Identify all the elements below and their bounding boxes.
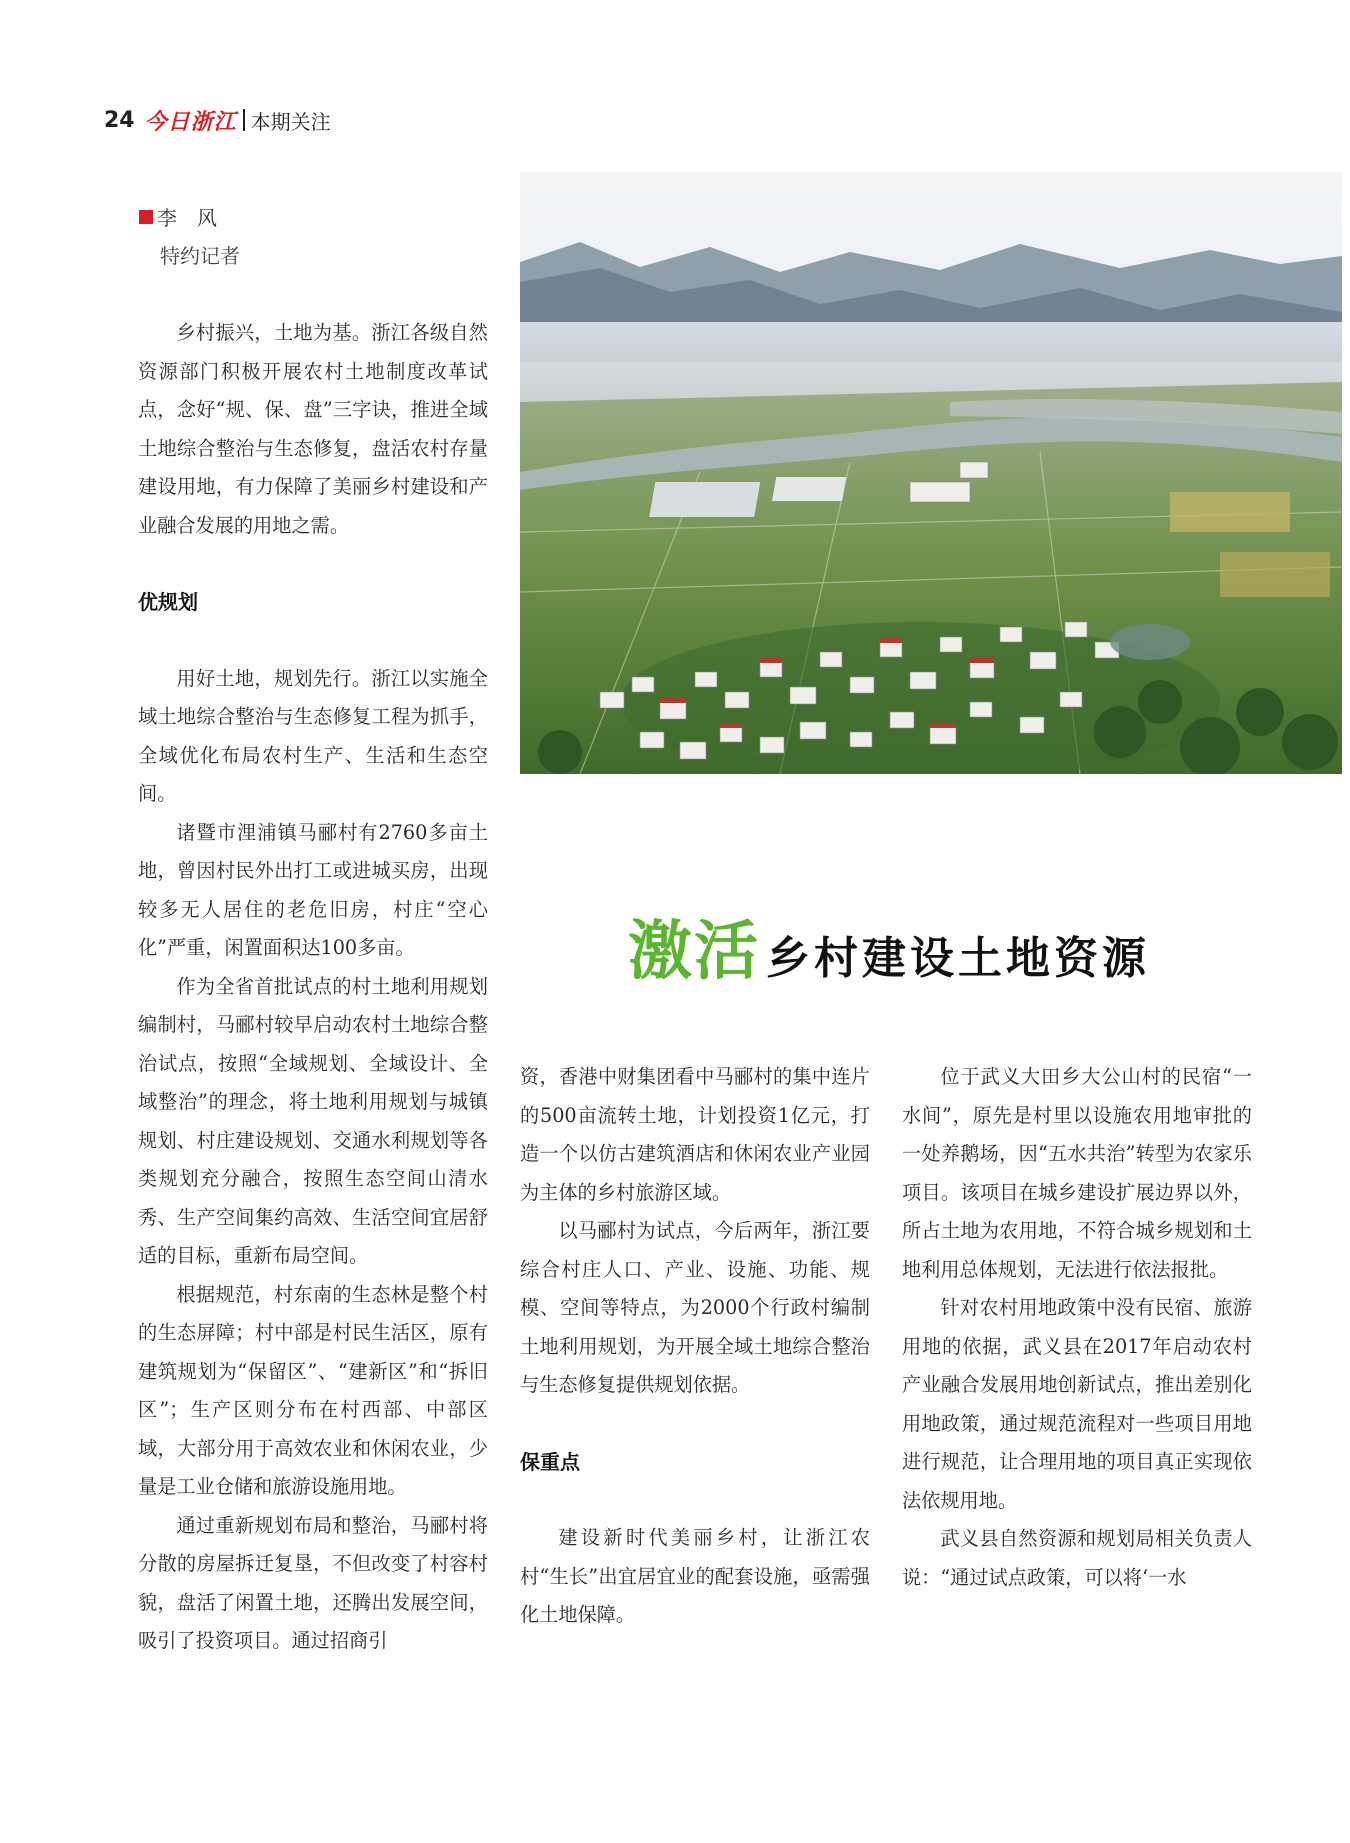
- author-role: 特约记者: [160, 244, 240, 268]
- paragraph: 根据规范，村东南的生态林是整个村的生态屏障；村中部是村民生活区，原有建筑规划为“保留区”、“建新区”和“拆旧区”；生产区则分布在村西部、中部区域，大部分用于高效农业和休闲农业，少量是工业仓储和旅游设施用地。: [138, 1282, 488, 1498]
- title-main: 乡村建设土地资源: [766, 933, 1150, 984]
- paragraph: 以马郦村为试点，今后两年，浙江要综合村庄人口、产业、设施、功能、规模、空间等特点，为2000个行政村编制土地利用规划，为开展全域土地综合整治与生态修复提供规划依据。: [520, 1219, 870, 1396]
- section-heading-priority: 保重点: [520, 1449, 580, 1474]
- header-divider: [243, 109, 245, 131]
- column-3: [902, 1058, 1252, 1597]
- paragraph: 位于武义大田乡大公山村的民宿“一水间”，原先是村里以设施农用地审批的一处养鹅场，因“五水共治”转型为农家乐项目。该项目在城乡建设扩展边界以外，所占土地为农用地，不符合城乡规划和土地利用总体规划，无法进行依法报批。: [902, 1065, 1252, 1281]
- author-marker: [139, 210, 153, 224]
- section-name: 本期关注: [250, 109, 331, 134]
- magazine-logo: 今日浙江: [144, 108, 237, 135]
- author-name: [139, 202, 217, 231]
- column-2: [520, 1058, 870, 1635]
- paragraph: 通过重新规划布局和整治，马郦村将分散的房屋拆迁复垦，不但改变了村容村貌，盘活了闲置土地，还腾出发展空间，吸引了投资项目。通过招商引: [138, 1513, 488, 1652]
- article-title: [628, 900, 1150, 992]
- page-header: [104, 100, 331, 140]
- paragraph: 用好土地，规划先行。浙江以实施全域土地综合整治与生态修复工程为抓手，全域优化布局农村生产、生活和生态空间。: [138, 666, 488, 805]
- paragraph: 诸暨市浬浦镇马郦村有2760多亩土地，曾因村民外出打工或进城买房，出现较多无人居住的老危旧房，村庄“空心化”严重，闲置面积达100多亩。: [138, 820, 488, 959]
- section-heading-planning: 优规划: [138, 590, 198, 614]
- paragraph: 针对农村用地政策中没有民宿、旅游用地的依据，武义县在2017年启动农村产业融合发展用地创新试点，推出差别化用地政策，通过规范流程对一些项目用地进行规范，让合理用地的项目真正实现依法依规用地。: [902, 1296, 1252, 1512]
- column-1: [138, 314, 488, 1661]
- paragraph: 建设新时代美丽乡村，让浙江农村“生长”出宜居宜业的配套设施，亟需强化土地保障。: [520, 1526, 870, 1626]
- aerial-village-photo: [520, 172, 1342, 774]
- title-accent: 激活: [628, 915, 760, 989]
- paragraph: 乡村振兴，土地为基。浙江各级自然资源部门积极开展农村土地制度改革试点，念好“规、保、盘”三字诀，推进全域土地综合整治与生态修复，盘活农村存量建设用地，有力保障了美丽乡村建设和产业融合发展的用地之需。: [138, 321, 488, 537]
- aerial-village-illustration: [520, 172, 1342, 774]
- paragraph: 武义县自然资源和规划局相关负责人说：“通过试点政策，可以将‘一水: [902, 1527, 1252, 1589]
- paragraph: 资，香港中财集团看中马郦村的集中连片的500亩流转土地，计划投资1亿元，打造一个以仿古建筑酒店和休闲农业产业园为主体的乡村旅游区域。: [520, 1065, 870, 1204]
- page-number: 24: [104, 107, 135, 133]
- paragraph: 作为全省首批试点的村土地利用规划编制村，马郦村较早启动农村土地综合整治试点，按照“全域规划、全域设计、全域整治”的理念，将土地利用规划与城镇规划、村庄建设规划、交通水利规划等各类规划充分融合，按照生态空间山清水秀、生产空间集约高效、生活空间宜居舒适的目标，重新布局空间。: [138, 974, 488, 1267]
- author-text: 李 风: [157, 206, 217, 230]
